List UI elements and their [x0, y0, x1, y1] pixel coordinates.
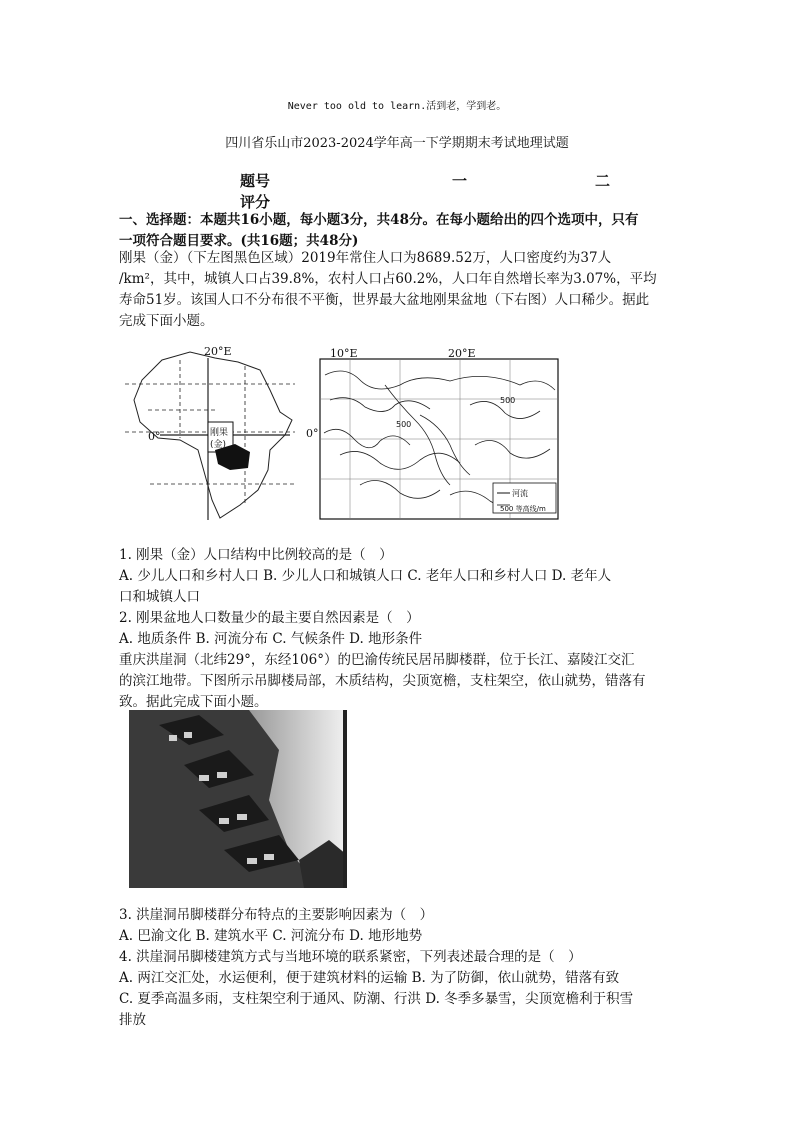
question-1-options-cont: 口和城镇人口 [119, 589, 200, 605]
passage-line: 完成下面小题。 [119, 313, 214, 329]
section-heading-line1: 一、选择题：本题共16小题，每小题3分，共48分。在每小题给出的四个选项中，只有 [119, 212, 639, 228]
question-3-options: A. 巴渝文化 B. 建筑水平 C. 河流分布 D. 地形地势 [119, 928, 423, 944]
legend-contour: 500 等高线/m [500, 505, 546, 513]
question-4: 4. 洪崖洞吊脚楼建筑方式与当地环境的联系紧密，下列表述最合理的是（ ） [119, 949, 582, 965]
lon-label: 10°E [330, 347, 358, 360]
lon-label: 20°E [204, 345, 232, 358]
question-4-options-cont: C. 夏季高温多雨，支柱架空利于通风、防潮、行洪 D. 冬季多暴雪，尖顶宽檐利于积雪 [119, 991, 634, 1007]
lat-label: 0° [306, 427, 319, 440]
question-1-options: A. 少儿人口和乡村人口 B. 少儿人口和城镇人口 C. 老年人口和乡村人口 D. 老年人 [119, 568, 612, 584]
score-col-1: 一 [452, 172, 468, 190]
congo-basin-map [300, 345, 562, 523]
section-heading-line2: 一项符合题目要求。(共16题；共48分) [119, 233, 359, 249]
passage-congo [119, 248, 679, 332]
questions-block-2 [119, 905, 684, 1031]
lon-label: 20°E [448, 347, 476, 360]
question-2-options: A. 地质条件 B. 河流分布 C. 气候条件 D. 地形条件 [119, 631, 423, 647]
questions-block-1 [119, 545, 684, 713]
passage-line: 的滨江地带。下图所示吊脚楼局部，木质结构，尖顶宽檐，支柱架空，依山就势，错落有 [119, 673, 646, 689]
passage-line: 致。据此完成下面小题。 [119, 694, 268, 710]
contour-label: 500 [500, 396, 516, 405]
score-row2-label: 评分 [240, 193, 271, 211]
question-4-options: A. 两江交汇处，水运便利，便于建筑材料的运输 B. 为了防御，依山就势，错落有致 [119, 970, 620, 986]
legend-river: 河流 [512, 489, 528, 498]
contour-label: 500 [396, 420, 412, 429]
question-3: 3. 洪崖洞吊脚楼群分布特点的主要影响因素为（ ） [119, 907, 434, 923]
question-2: 2. 刚果盆地人口数量少的最主要自然因素是（ ） [119, 610, 420, 626]
passage-line: 刚果（金）（下左图黑色区域）2019年常住人口为8689.52万，人口密度约为37人 [119, 250, 612, 266]
question-4-options-cont: 排放 [119, 1012, 146, 1028]
country-label: (金) [210, 440, 227, 450]
passage-line: 寿命51岁。该国人口不分布很不平衡，世界最大盆地刚果盆地（下右图）人口稀少。据此 [119, 292, 650, 308]
score-row-label: 题号 [240, 172, 271, 190]
header-motto: Never too old to learn.活到老，学到老。 [287, 101, 507, 112]
lat-label: 0° [148, 430, 161, 443]
passage-line: /km²，其中，城镇人口占39.8%，农村人口占60.2%，人口年自然增长率为3.07%，平均 [119, 271, 657, 287]
score-col-2: 二 [595, 172, 611, 190]
africa-map [120, 340, 300, 525]
question-1: 1. 刚果（金）人口结构中比例较高的是（ ） [119, 547, 393, 563]
page-title: 四川省乐山市2023-2024学年高一下学期期末考试地理试题 [225, 136, 569, 151]
country-label: 刚果 [210, 428, 229, 438]
passage-line: 重庆洪崖洞（北纬29°，东经106°）的巴渝传统民居吊脚楼群，位于长江、嘉陵江交汇 [119, 652, 635, 668]
stilt-house-photo [129, 710, 347, 888]
section-heading [119, 210, 679, 252]
